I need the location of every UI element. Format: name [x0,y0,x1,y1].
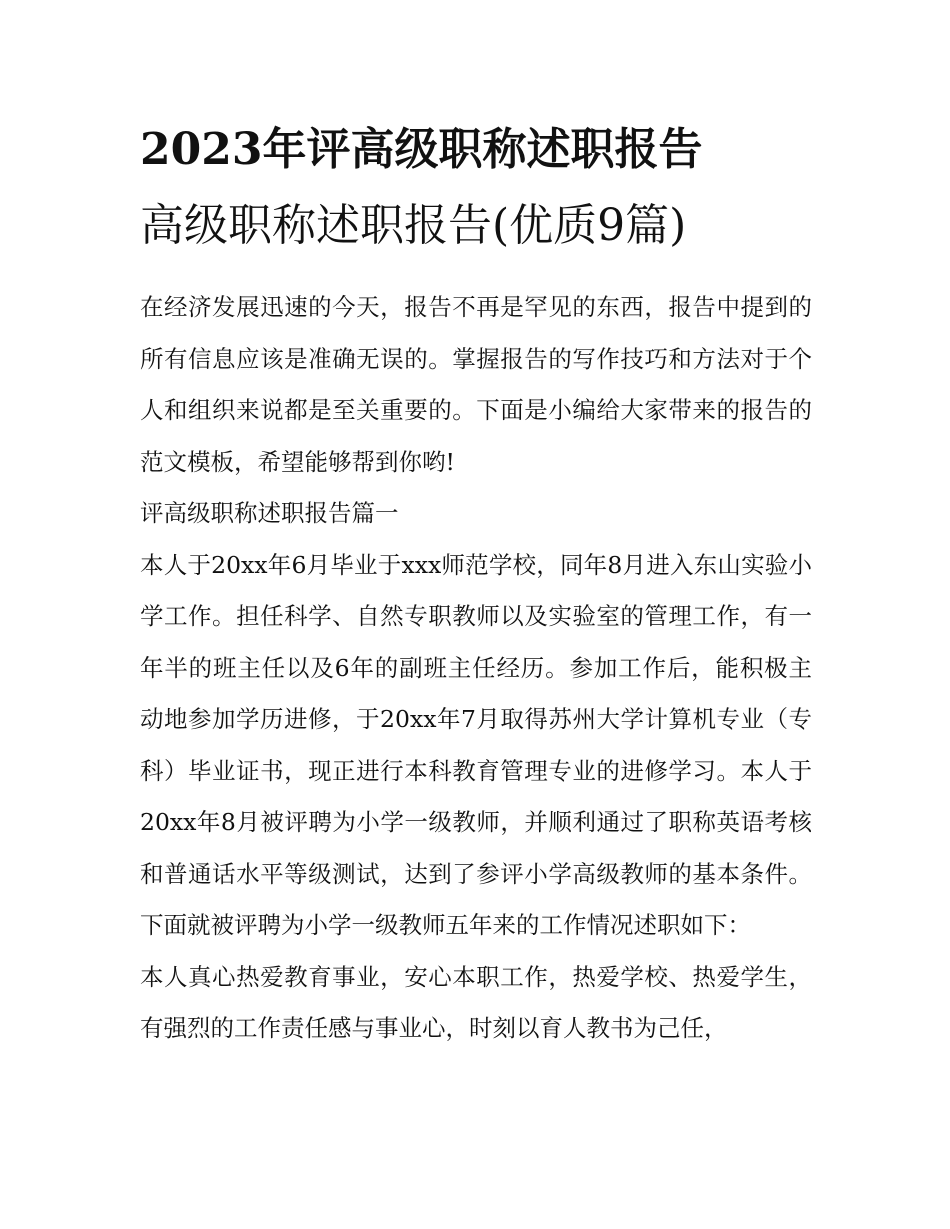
intro-paragraph: 在经济发展迅速的今天，报告不再是罕见的东西，报告中提到的所有信息应该是准确无误的。掌握报告的写作技巧和方法对于个人和组织来说都是至关重要的。下面是小编给大家带来的报告的范文模板，希望能够帮到你哟! [140,293,812,476]
section-heading: 评高级职称述职报告篇一 [140,499,399,527]
title-line-2: 高级职称述职报告(优质9篇) [140,200,687,251]
body-paragraph-1: 本人于20xx年6月毕业于xxx师范学校，同年8月进入东山实验小学工作。担任科学、自然专职教师以及实验室的管理工作，有一年半的班主任以及6年的副班主任经历。参加工作后，能积极主动地参加学历进修，于20xx年7月取得苏州大学计算机专业（专科）毕业证书，现正进行本科教育管理专业的进修学习。本人于20xx年8月被评聘为小学一级教师，并顺利通过了职称英语考核和普通话水平等级测试，达到了参评小学高级教师的基本条件。下面就被评聘为小学一级教师五年来的工作情况述职如下： [140,550,812,939]
body-paragraph-2: 本人真心热爱教育事业，安心本职工作，热爱学校、热爱学生，有强烈的工作责任感与事业心，时刻以育人教书为己任， [140,962,812,1042]
document-title [140,112,812,264]
document-body [140,282,812,1055]
title-line-1: 2023年评高级职称述职报告 [140,124,703,175]
